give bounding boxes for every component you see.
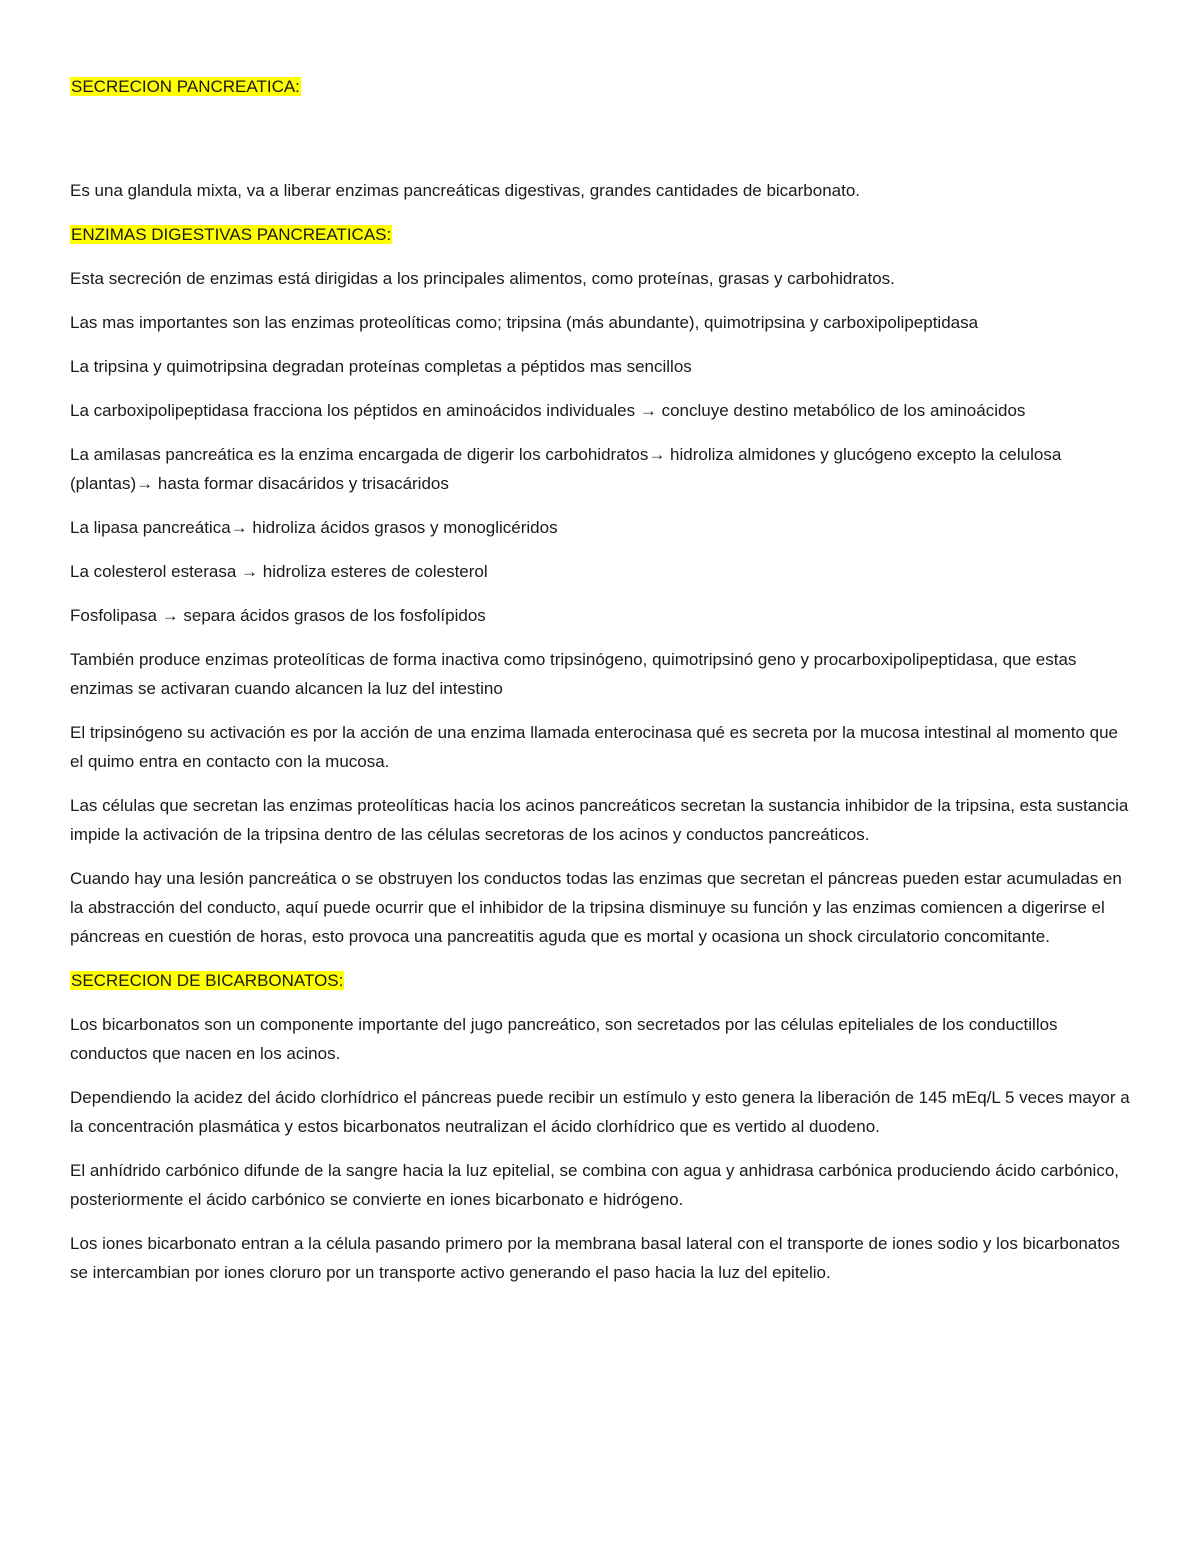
enzymes-paragraph-3: La tripsina y quimotripsina degradan proteínas completas a péptidos mas sencillos bbox=[70, 357, 692, 376]
bicarbonate-heading: SECRECION DE BICARBONATOS: bbox=[71, 971, 344, 990]
enzymes-paragraph-10: El tripsinógeno su activación es por la acción de una enzima llamada enterocinasa qué es secreta por la mucosa intestinal al momento que el quimo entra en contacto con la mucosa. bbox=[70, 723, 1118, 771]
enzymes-paragraph-2: Las mas importantes son las enzimas proteolíticas como; tripsina (más abundante), quimotripsina y carboxipolipeptidasa bbox=[70, 313, 979, 332]
bicarbonate-paragraph-2: Dependiendo la acidez del ácido clorhídrico el páncreas puede recibir un estímulo y esto genera la liberación de 145 mEq/L 5 veces mayor a la concentración plasmática y estos bicarbonatos neutralizan el ácido clorhídrico que es vertido al duodeno. bbox=[70, 1088, 1130, 1136]
enzymes-paragraph-11: Las células que secretan las enzimas proteolíticas hacia los acinos pancreáticos secretan la sustancia inhibidor de la tripsina, esta sustancia impide la activación de la tripsina dentro de las células secretoras de los acinos y conductos pancreáticos. bbox=[70, 796, 1129, 844]
bicarbonate-heading-line bbox=[70, 966, 1135, 995]
spacer bbox=[70, 116, 1135, 176]
document-title-line bbox=[70, 72, 1135, 101]
enzymes-heading-line bbox=[70, 220, 1135, 249]
enzymes-paragraph-9: También produce enzimas proteolíticas de forma inactiva como tripsinógeno, quimotripsinó geno y procarboxipolipeptidasa, que estas enzimas se activaran cuando alcancen la luz del intestino bbox=[70, 650, 1077, 698]
enzymes-paragraph-12: Cuando hay una lesión pancreática o se obstruyen los conductos todas las enzimas que secretan el páncreas pueden estar acumuladas en la abstracción del conducto, aquí puede ocurrir que el inhibidor de la tripsina disminuye su función y las enzimas comiencen a digerirse el páncreas en cuestión de horas, esto provoca una pancreatitis aguda que es mortal y ocasiona un shock circulatorio concomitante. bbox=[70, 869, 1122, 946]
enzymes-paragraph-5: La amilasas pancreática es la enzima encargada de digerir los carbohidratos→ hidroliza almidones y glucógeno excepto la celulosa (plantas)→ hasta formar disacáridos y trisacáridos bbox=[70, 445, 1062, 493]
enzymes-paragraph-4: La carboxipolipeptidasa fracciona los péptidos en aminoácidos individuales → concluye destino metabólico de los aminoácidos bbox=[70, 401, 1026, 420]
bicarbonate-paragraph-3: El anhídrido carbónico difunde de la sangre hacia la luz epitelial, se combina con agua y anhidrasa carbónica produciendo ácido carbónico, posteriormente el ácido carbónico se convierte en iones bicarbonato e hidrógeno. bbox=[70, 1161, 1120, 1209]
enzymes-heading: ENZIMAS DIGESTIVAS PANCREATICAS: bbox=[71, 225, 392, 244]
enzymes-paragraph-6: La lipasa pancreática→ hidroliza ácidos grasos y monoglicéridos bbox=[70, 518, 558, 537]
enzymes-paragraph-1: Esta secreción de enzimas está dirigidas a los principales alimentos, como proteínas, grasas y carbohidratos. bbox=[70, 269, 895, 288]
bicarbonate-paragraph-4: Los iones bicarbonato entran a la célula pasando primero por la membrana basal lateral con el transporte de iones sodio y los bicarbonatos se intercambian por iones cloruro por un transporte activo generando el paso hacia la luz del epitelio. bbox=[70, 1234, 1120, 1282]
enzymes-paragraph-7: La colesterol esterasa → hidroliza esteres de colesterol bbox=[70, 562, 488, 581]
document-title: SECRECION PANCREATICA: bbox=[71, 77, 300, 96]
document-body bbox=[70, 72, 1135, 1302]
bicarbonate-paragraph-1: Los bicarbonatos son un componente importante del jugo pancreático, son secretados por las células epiteliales de los conductillos conductos que nacen en los acinos. bbox=[70, 1015, 1058, 1063]
intro-paragraph: Es una glandula mixta, va a liberar enzimas pancreáticas digestivas, grandes cantidades de bicarbonato. bbox=[70, 181, 861, 200]
enzymes-paragraph-8: Fosfolipasa → separa ácidos grasos de los fosfolípidos bbox=[70, 606, 486, 625]
